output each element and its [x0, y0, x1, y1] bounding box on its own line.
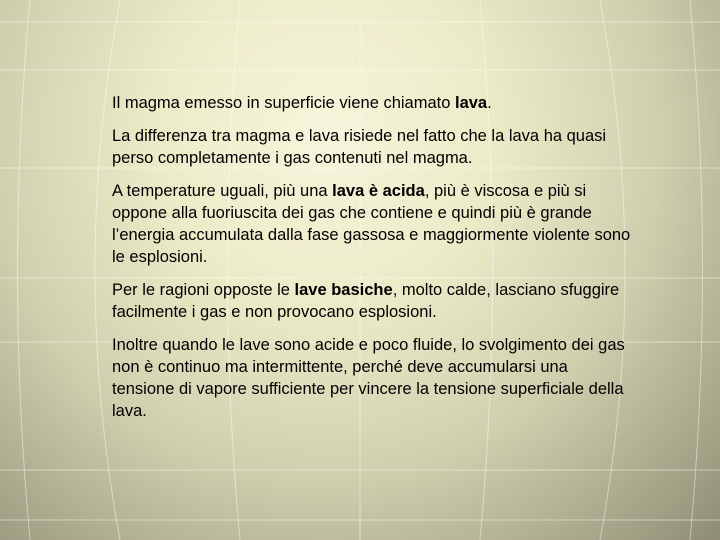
- term-lave-basiche: lave basiche: [294, 281, 393, 299]
- paragraph-4-start: Per le ragioni opposte le: [112, 281, 295, 299]
- paragraph-1-end: .: [487, 94, 492, 112]
- paragraph-5-text: Inoltre quando le lave sono acide e poco fluide, lo svolgimento dei gas non è continuo ma intermittente, perché deve accumularsi una tensione di vapore sufficiente per vincere la tensione superficiale della lava.: [112, 336, 625, 420]
- term-lava: lava: [455, 94, 488, 112]
- term-lava-acida: lava è acida: [332, 182, 425, 200]
- paragraph-4-end: , molto calde, lasciano sfuggire facilmente i gas e non provocano esplosioni.: [112, 281, 620, 321]
- text-body: [112, 92, 632, 433]
- paragraph-5: [112, 334, 632, 422]
- paragraph-2-text: La differenza tra magma e lava risiede nel fatto che la lava ha quasi perso completamente i gas contenuti nel magma.: [112, 127, 607, 167]
- paragraph-3-end: , più è viscosa e più si oppone alla fuoriuscita dei gas che contiene e quindi più è grande l’energia accumulata dalla fase gassosa e maggiormente violente sono le esplosioni.: [112, 182, 631, 266]
- paragraph-1-text: Il magma emesso in superficie viene chiamato: [112, 94, 455, 112]
- paragraph-3-start: A temperature uguali, più una: [112, 182, 333, 200]
- paragraph-3: [112, 180, 632, 268]
- paragraph-4: [112, 279, 632, 323]
- paragraph-2: [112, 125, 632, 169]
- paragraph-1: [112, 92, 632, 114]
